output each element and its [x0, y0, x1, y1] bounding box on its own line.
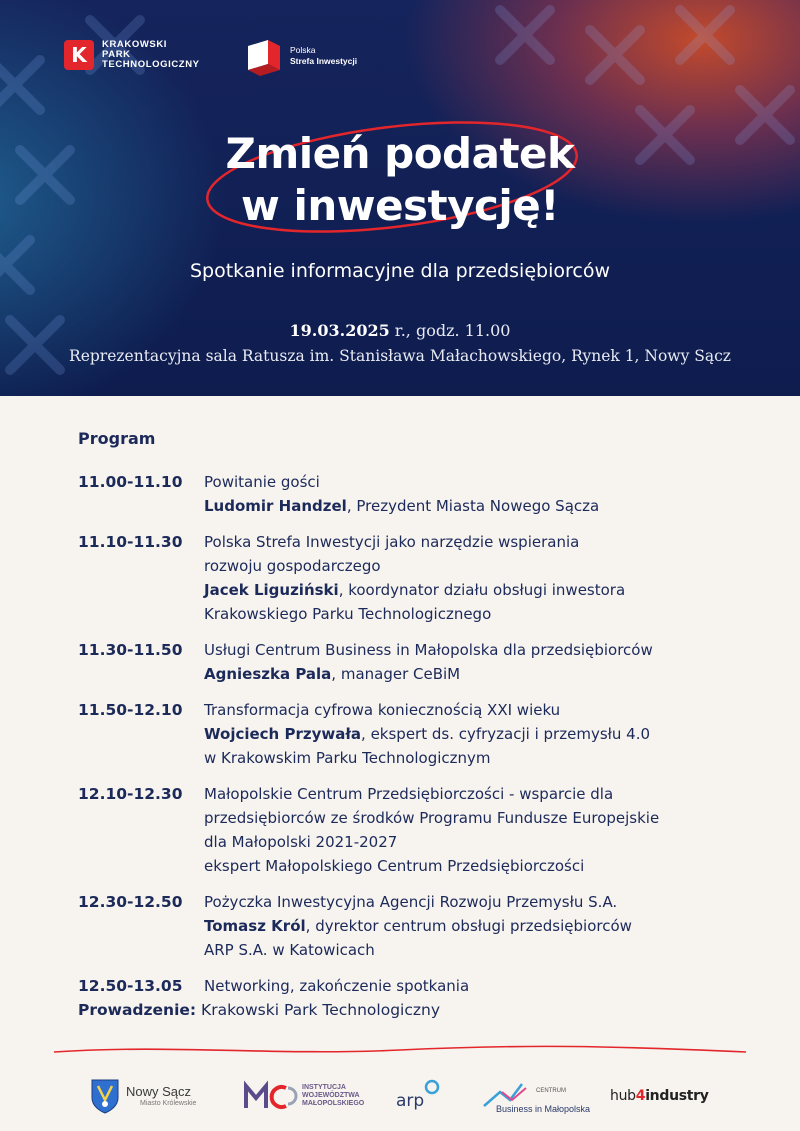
kpt-logo-line: PARK [102, 49, 131, 60]
program-item [78, 890, 758, 962]
program-item-line: dla Małopolski 2021-2027 [204, 833, 398, 851]
program-heading: Program [78, 429, 156, 448]
host-line [78, 998, 440, 1022]
psi-logo-line2: Strefa Inwestycji [290, 56, 358, 66]
program-item-speaker: Jacek Liguziński [204, 581, 339, 599]
mcp-logo-line: INSTYTUCJA [302, 1084, 346, 1091]
mcp-logo [242, 1066, 364, 1126]
program-item-speaker-role: , ekspert ds. cyfryzacji i przemysłu 4.0 [361, 725, 651, 743]
arp-logo [394, 1066, 444, 1126]
nowy-sacz-crest-icon [90, 1078, 120, 1114]
kpt-logo [64, 40, 200, 70]
nowy-sacz-name: Nowy Sącz [126, 1083, 192, 1099]
program-item-line: Networking, zakończenie spotkania [204, 977, 470, 995]
program-item [78, 470, 758, 518]
program-item-line: ekspert Małopolskiego Centrum Przedsiębiorczości [204, 857, 585, 875]
program-item-speaker-role: , manager CeBiM [331, 665, 461, 683]
program-item-line: w Krakowskim Parku Technologicznym [204, 749, 491, 767]
program-item-body [204, 698, 758, 770]
hub-logo-part3: industry [645, 1088, 709, 1104]
page-title-line1: Zmień podatek [225, 129, 575, 178]
kpt-logo-line: TECHNOLOGICZNY [102, 59, 200, 70]
event-venue: Reprezentacyjna sala Ratusza im. Stanisława Małachowskiego, Rynek 1, Nowy Sącz [69, 347, 731, 365]
program-item-speaker: Agnieszka Pala [204, 665, 332, 683]
host-label: Prowadzenie: [78, 1001, 197, 1019]
program-item [78, 638, 758, 686]
program-item-time: 11.50-12.10 [78, 701, 183, 719]
program-item-speaker-role: , Prezydent Miasta Nowego Sącza [346, 497, 600, 515]
program-item-speaker-line [204, 578, 758, 602]
program-item-speaker-line [204, 722, 758, 746]
program-item-line: Krakowskiego Parku Technologicznego [204, 605, 492, 623]
program-item-speaker: Ludomir Handzel [204, 497, 347, 515]
program-item-line: ARP S.A. w Katowicach [204, 941, 375, 959]
program-item-time: 12.10-12.30 [78, 785, 183, 803]
mcp-logo-line: MAŁOPOLSKIEGO [302, 1100, 365, 1107]
program-item [78, 530, 758, 626]
mcp-logo-line: WOJEWÓDZTWA [302, 1092, 360, 1099]
program-item-speaker-line [204, 914, 758, 938]
cebim-logo-icon [482, 1078, 591, 1114]
program-item-time: 11.00-11.10 [78, 473, 183, 491]
mcp-logo-icon [242, 1078, 298, 1114]
hub-logo-part1: hub [610, 1088, 636, 1104]
program-item-time: 11.30-11.50 [78, 641, 183, 659]
header-band [0, 0, 800, 396]
program-item-line: Polska Strefa Inwestycji jako narzędzie wspierania [204, 533, 580, 551]
host-value: Krakowski Park Technologiczny [196, 1001, 440, 1019]
program-item-time: 12.50-13.05 [78, 977, 183, 995]
program-item-speaker-line [204, 662, 758, 686]
divider-wave [54, 1042, 746, 1058]
program-item-speaker: Wojciech Przywała [204, 725, 362, 743]
page-title-line2: w inwestycję! [241, 181, 559, 230]
psi-logo [244, 36, 357, 76]
cebim-logo-line2: Business in Małopolska [496, 1104, 591, 1114]
program-item-time: 12.30-12.50 [78, 893, 183, 911]
arp-logo-text: arp [396, 1091, 425, 1111]
program-item [78, 782, 758, 878]
program-item-time: 11.10-11.30 [78, 533, 183, 551]
program-item-speaker-line [204, 494, 758, 518]
program-item-line: Małopolskie Centrum Przedsiębiorczości - wsparcie dla [204, 785, 614, 803]
program-item-body [204, 974, 758, 998]
psi-logo-line1: Polska [290, 45, 316, 55]
program-item-body [204, 890, 758, 962]
program-item [78, 698, 758, 770]
program-item-body [204, 782, 758, 878]
event-date-line [0, 320, 800, 342]
program-item-body [204, 530, 758, 626]
kpt-logo-line: KRAKOWSKI [102, 39, 168, 50]
event-time: r., godz. 11.00 [389, 321, 511, 340]
program-section [78, 428, 758, 1010]
program-list [78, 470, 758, 998]
nowy-sacz-logo [90, 1066, 196, 1126]
hub4industry-logo [610, 1066, 709, 1126]
program-item-line: Pożyczka Inwestycyjna Agencji Rozwoju Przemysłu S.A. [204, 893, 618, 911]
psi-cube-icon [244, 36, 284, 76]
cebim-logo [482, 1066, 591, 1126]
program-item [78, 974, 758, 998]
program-item-line: Usługi Centrum Business in Małopolska dla przedsiębiorców [204, 641, 653, 659]
arp-logo-icon [394, 1076, 444, 1116]
program-item-speaker-role: , koordynator działu obsługi inwestora [338, 581, 626, 599]
program-item-body [204, 470, 758, 518]
partner-logos [0, 1066, 800, 1126]
subtitle: Spotkanie informacyjne dla przedsiębiorców [189, 260, 610, 282]
program-item-line: rozwoju gospodarczego [204, 557, 381, 575]
event-date: 19.03.2025 [289, 321, 390, 340]
program-item-speaker-role: , dyrektor centrum obsługi przedsiębiorców [305, 917, 632, 935]
program-item-speaker: Tomasz Król [204, 917, 306, 935]
hub-logo-part2: 4 [635, 1088, 646, 1104]
program-item-line: Transformacja cyfrowa koniecznością XXI wieku [204, 701, 561, 719]
kpt-logo-mark-icon: K [64, 40, 94, 70]
nowy-sacz-tagline: Miasto Królewskie [140, 1099, 197, 1107]
program-item-line: Powitanie gości [204, 473, 320, 491]
program-item-line: przedsiębiorców ze środków Programu Fundusze Europejskie [204, 809, 660, 827]
program-item-body [204, 638, 758, 686]
cebim-logo-line1: CENTRUM [536, 1088, 566, 1094]
